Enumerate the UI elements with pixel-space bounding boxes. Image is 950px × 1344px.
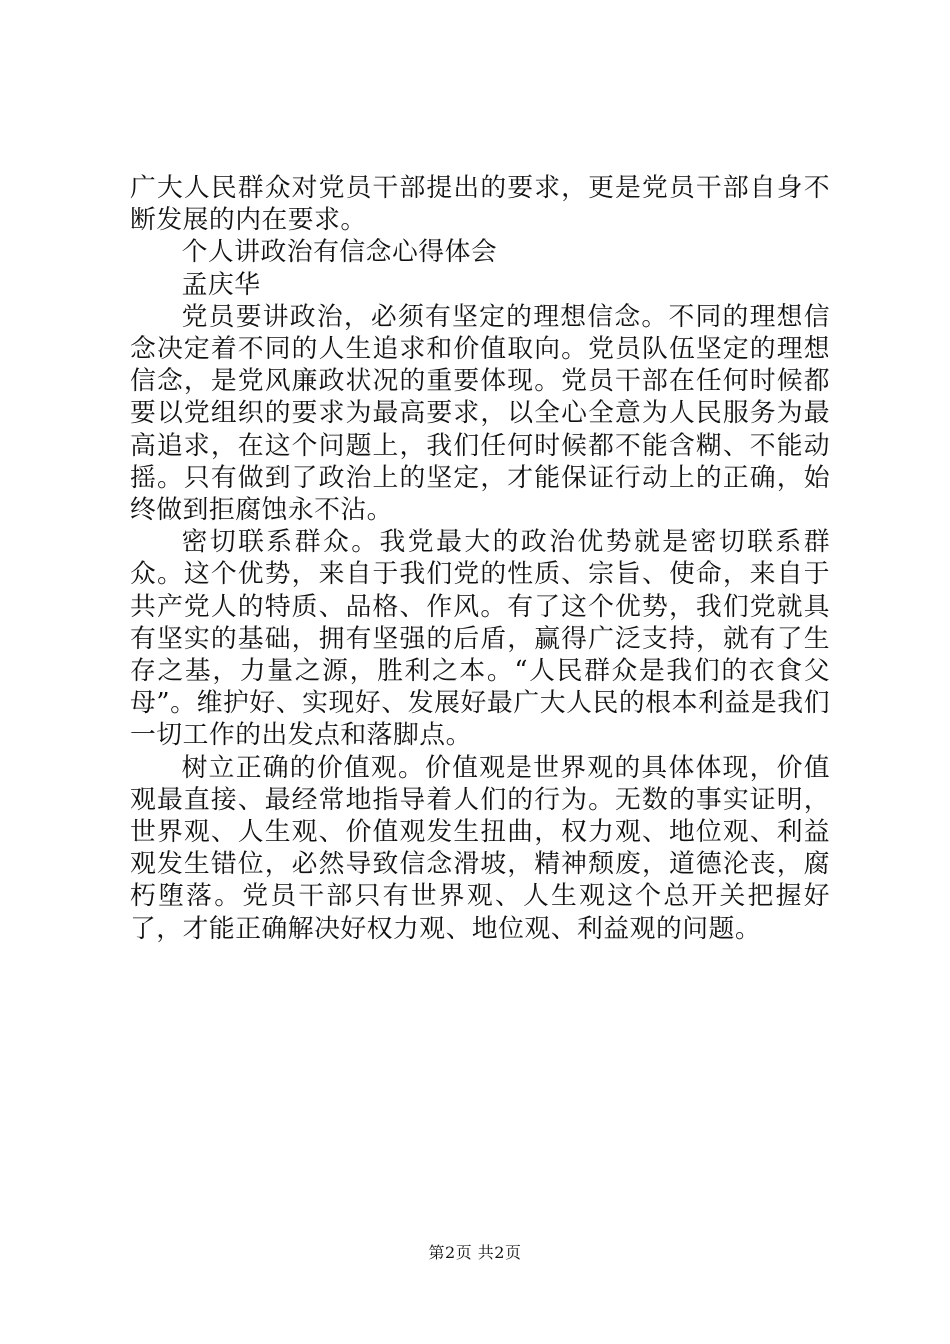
paragraph-ideals: 党员要讲政治，必须有坚定的理想信念。不同的理想信念决定着不同的人生追求和价值取向。党员队伍坚定的理想信念，是党风廉政状况的重要体现。党员干部在任何时候都要以党组织的要求为最高要求，以全心全意为人民服务为最高追求，在这个问题上，我们任何时候都不能含糊、不能动摇。只有做到了政治上的坚定，才能保证行动上的正确，始终做到拒腐蚀永不沾。 [130,301,830,526]
paragraph-masses: 密切联系群众。我党最大的政治优势就是密切联系群众。这个优势，来自于我们党的性质、宗旨、使命，来自于共产党人的特质、品格、作风。有了这个优势，我们党就具有坚实的基础，拥有坚强的后盾，赢得广泛支持，就有了生存之基，力量之源，胜利之本。“人民群众是我们的衣食父母”。维护好、实现好、发展好最广大人民的根本利益是我们一切工作的出发点和落脚点。 [130,527,830,751]
page-number-footer: 第2页 共2页 [428,1243,522,1262]
paragraph-values: 树立正确的价值观。价值观是世界观的具体体现，价值观最直接、最经常地指导着人们的行为。无数的事实证明，世界观、人生观、价值观发生扭曲，权力观、地位观、利益观发生错位，必然导致信念滑坡，精神颓废，道德沦丧，腐朽堕落。党员干部只有世界观、人生观这个总开关把握好了，才能正确解决好权力观、地位观、利益观的问题。 [130,752,830,944]
document-body [130,172,830,945]
paragraph-continuation: 广大人民群众对党员干部提出的要求，更是党员干部自身不断发展的内在要求。 [130,173,830,236]
author-name: 孟庆华 [181,269,261,300]
article-title: 个人讲政治有信念心得体会 [181,237,498,268]
